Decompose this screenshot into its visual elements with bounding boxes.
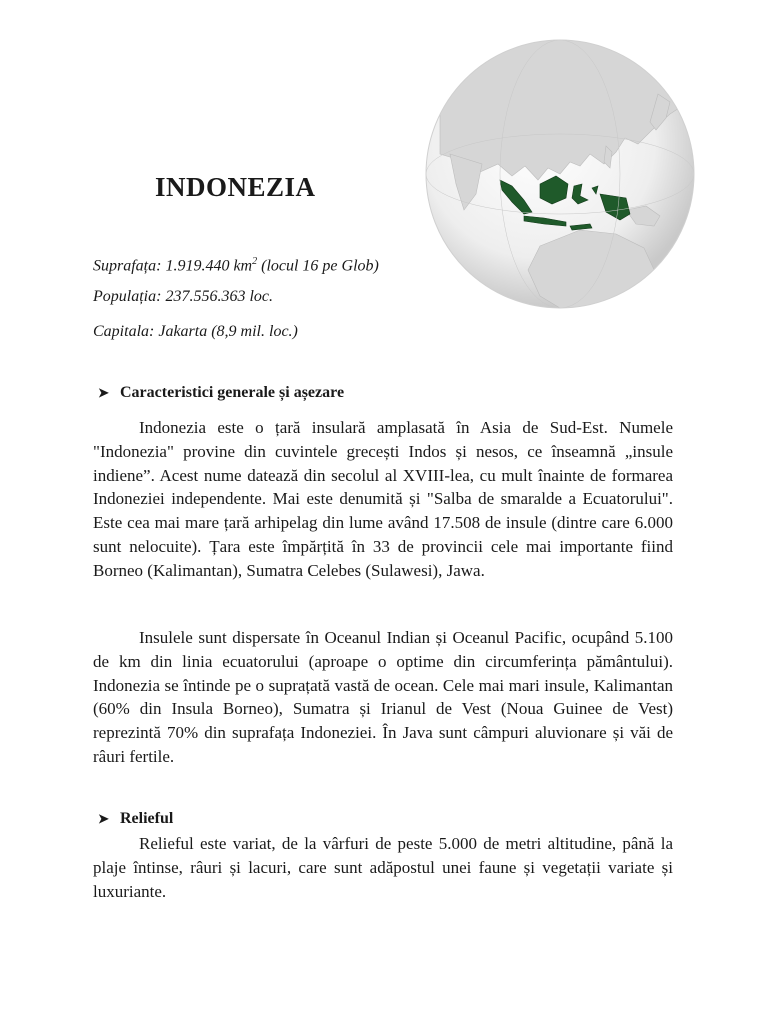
area-label: Suprafața: <box>93 257 162 275</box>
population-fact <box>93 287 513 322</box>
section-heading-label: Relieful <box>120 810 174 827</box>
section-heading-general <box>98 383 344 403</box>
paragraph-relief-1: Relieful este variat, de la vârfuri de peste 5.000 de metri altitudine, până la plaje întinse, râuri și lacuri, care sunt adăpostul unei faune și vegetații variate și luxuriante. <box>93 834 673 901</box>
capital-value: Jakarta (8,9 mil. loc.) <box>158 323 298 340</box>
paragraph-general-2: Insulele sunt dispersate în Oceanul Indian și Oceanul Pacific, ocupând 5.100 de km din linia ecuatorului (aproape o optime din circumferința pământului). Indonezia se întinde pe o suprațată vastă de ocean. Cele mai mari insule, Kalimantan (60% din Insula Borneo), Sumatra și Irianul de Vest (Noua Guinee de Vest) reprezintă 70% din suprafața Indoneziei. În Java sunt câmpuri aluvionare și văi de râuri fertile. <box>93 628 673 766</box>
area-rank: (locul 16 pe Glob) <box>261 257 379 275</box>
population-label: Populația: <box>93 288 162 305</box>
arrowhead-bullet-icon: ➤ <box>98 385 109 400</box>
page-title: INDONEZIA <box>155 172 316 202</box>
country-facts <box>93 252 513 357</box>
area-value: 1.919.440 km <box>165 257 253 275</box>
arrowhead-bullet-icon: ➤ <box>98 811 109 826</box>
area-fact <box>93 252 513 287</box>
population-value: 237.556.363 loc. <box>165 288 273 305</box>
capital-fact <box>93 322 513 357</box>
section-heading-relief <box>98 809 173 829</box>
capital-label: Capitala: <box>93 323 155 340</box>
area-unit-superscript: 2 <box>252 256 258 267</box>
paragraph-general-1: Indonezia este o țară insulară amplasată în Asia de Sud-Est. Numele "Indonezia" provine din cuvintele grecești Indos și nesos, ce înseamnă „insule indiene”. Acest nume datează din secolul al XVIII-lea, cu mult înainte de formarea Indoneziei independente. Mai este denumită și "Salba de smaralde a Ecuatorului". Este cea mai mare țară arhipelag din lume având 17.508 de insule (dintre care 6.000 sunt nelocuite). Țara este împărțită în 33 de provincii cele mai importante fiind Borneo (Kalimantan), Sumatra Celebes (Sulawesi), Jawa. <box>93 418 673 580</box>
section-heading-label: Caracteristici generale și așezare <box>120 384 345 401</box>
